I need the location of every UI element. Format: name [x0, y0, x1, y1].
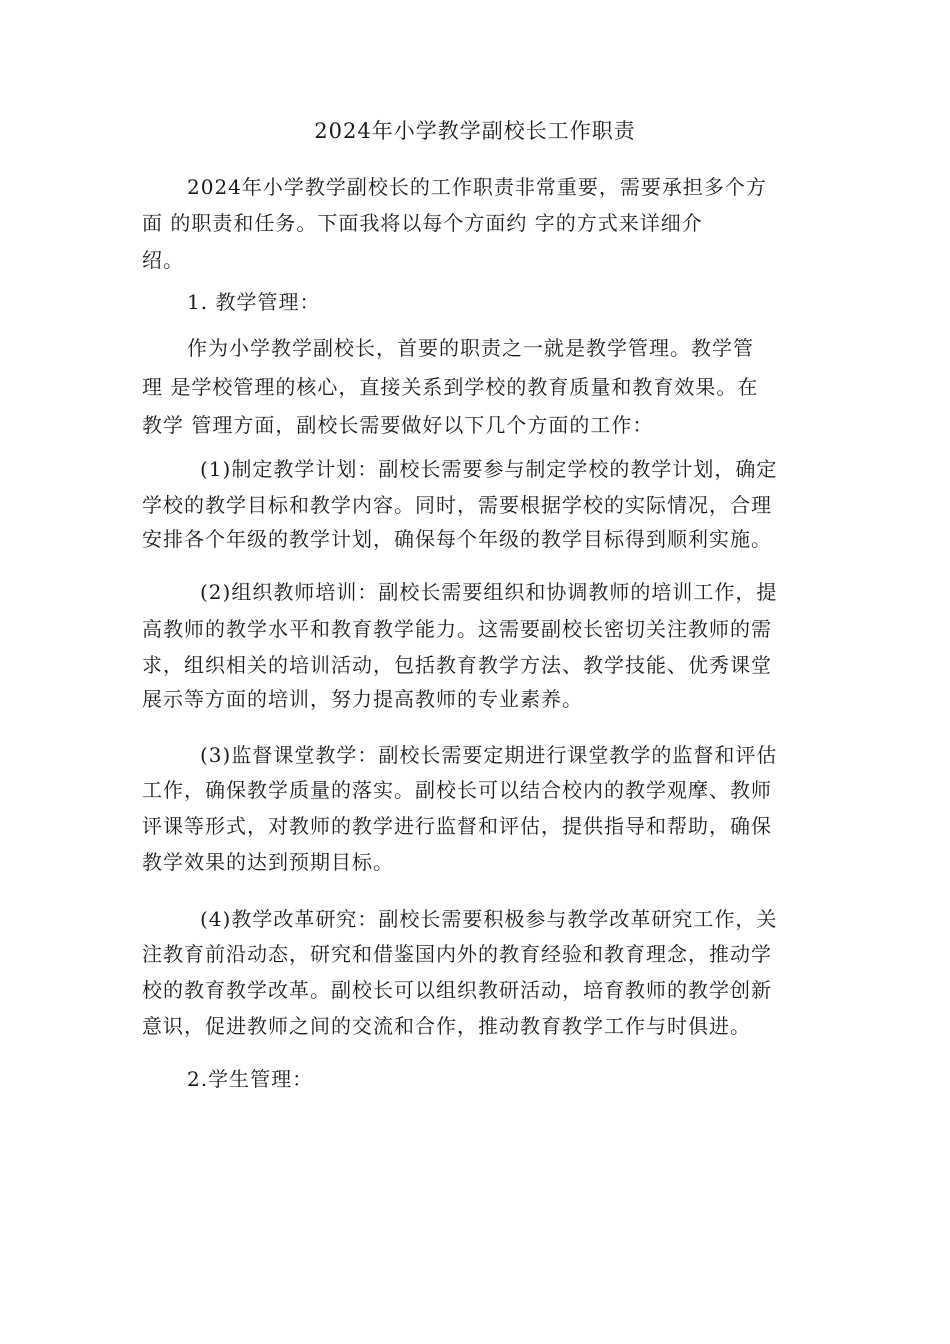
item-1-line-1: (1)制定教学计划：副校长需要参与制定学校的教学计划，确定 — [200, 457, 778, 481]
item-1-line-2: 学校的教学目标和教学内容。同时，需要根据学校的实际情况，合理 — [142, 493, 772, 517]
document-title: 2024年小学教学副校长工作职责 — [314, 119, 636, 143]
intro-line-2: 面 的职责和任务。下面我将以每个方面约 字的方式来详细介 — [142, 211, 703, 235]
item-2-line-4: 展示等方面的培训，努力提高教师的专业素养。 — [142, 687, 583, 711]
section-1-heading: 1. 教学管理： — [187, 290, 321, 314]
item-4-line-4: 意识，促进教师之间的交流和合作，推动教育教学工作与时俱进。 — [142, 1014, 751, 1038]
section-2-heading: 2.学生管理： — [187, 1067, 314, 1091]
item-2-line-3: 求，组织相关的培训活动，包括教育教学方法、教学技能、优秀课堂 — [142, 653, 772, 677]
item-4-line-1: (4)教学改革研究：副校长需要积极参与教学改革研究工作，关 — [200, 907, 778, 931]
item-4-line-2: 注教育前沿动态，研究和借鉴国内外的教育经验和教育理念，推动学 — [142, 942, 772, 966]
item-2-line-2: 高教师的教学水平和教育教学能力。这需要副校长密切关注教师的需 — [142, 617, 772, 641]
item-4-line-3: 校的教育教学改革。副校长可以组织教研活动，培育教师的教学创新 — [142, 978, 772, 1002]
item-1-line-3: 安排各个年级的教学计划，确保每个年级的教学目标得到顺利实施。 — [142, 527, 772, 551]
item-3-line-3: 评课等形式，对教师的教学进行监督和评估，提供指导和帮助，确保 — [142, 814, 772, 838]
section-1-intro-line-2: 理 是学校管理的核心，直接关系到学校的教育质量和教育效果。在 — [142, 375, 759, 399]
item-2-line-1: (2)组织教师培训：副校长需要组织和协调教师的培训工作，提 — [200, 580, 778, 604]
section-1-intro-line-3: 教学 管理方面，副校长需要做好以下几个方面的工作： — [142, 413, 654, 437]
item-3-line-1: (3)监督课堂教学：副校长需要定期进行课堂教学的监督和评估 — [200, 743, 778, 767]
item-3-line-4: 教学效果的达到预期目标。 — [142, 850, 394, 874]
item-3-line-2: 工作，确保教学质量的落实。副校长可以结合校内的教学观摩、教师 — [142, 778, 772, 802]
intro-line-1: 2024年小学教学副校长的工作职责非常重要，需要承担多个方 — [187, 175, 767, 199]
intro-line-3: 绍。 — [142, 248, 184, 272]
section-1-intro-line-1: 作为小学教学副校长，首要的职责之一就是教学管理。教学管 — [187, 336, 754, 360]
